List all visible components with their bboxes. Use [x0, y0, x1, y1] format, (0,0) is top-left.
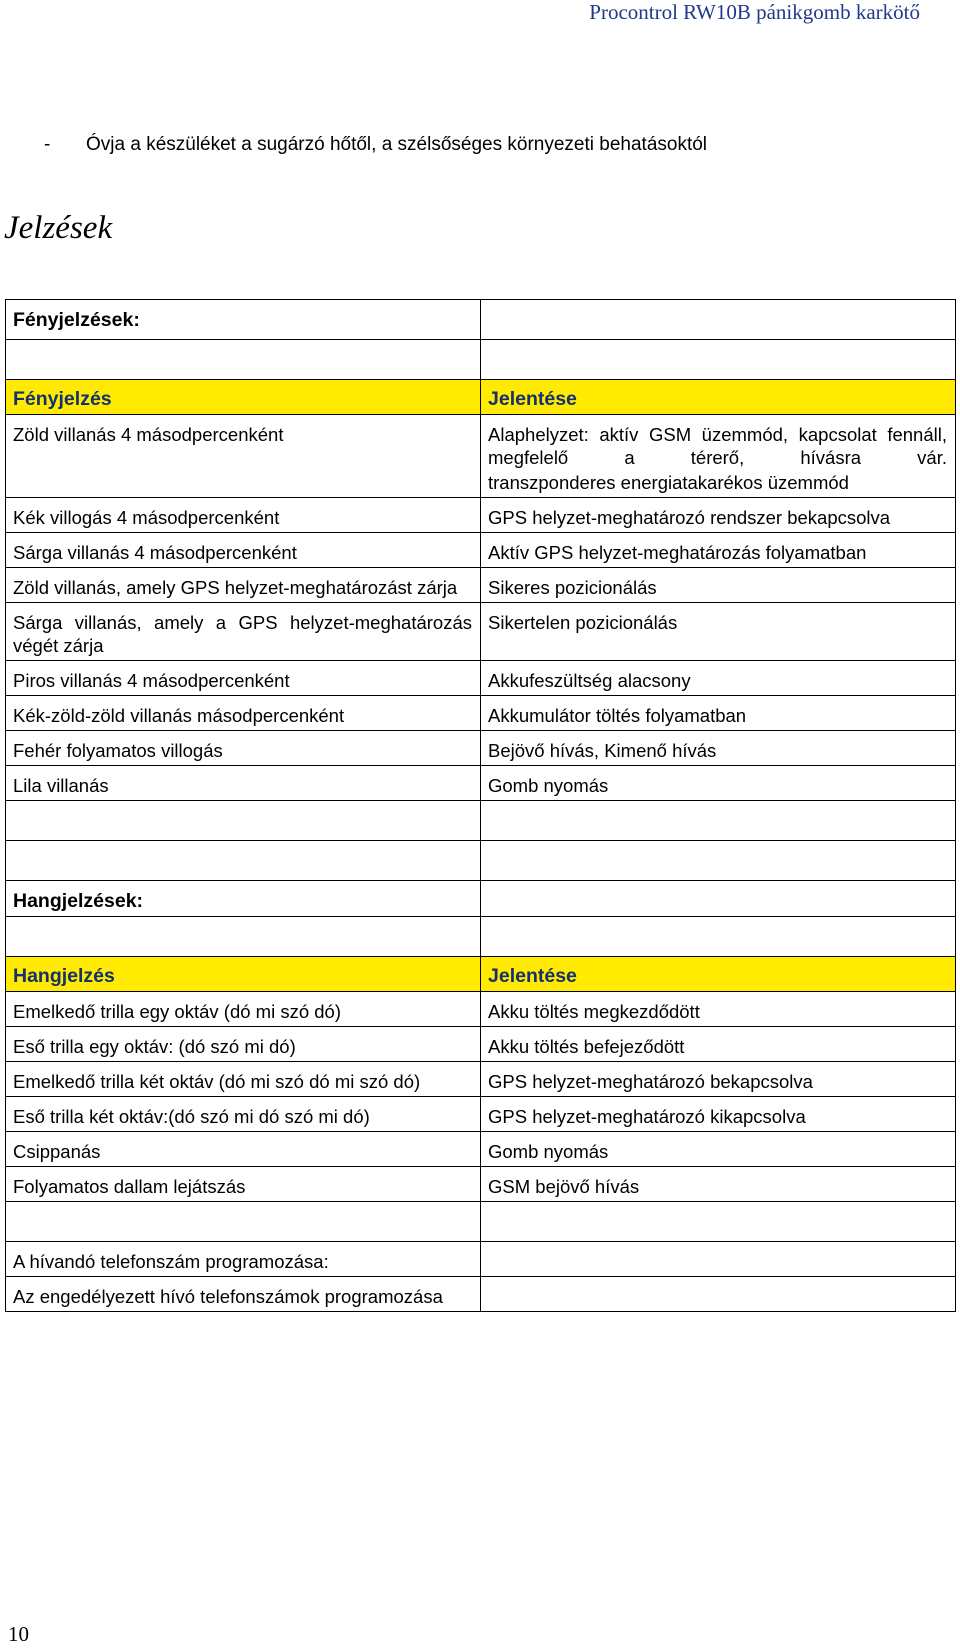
light-meaning-line1: Alaphelyzet: aktív GSM üzemmód, kapcsolat fennáll, megfelelő a térerő, hívásra vár.: [488, 424, 947, 468]
bullet-dash: -: [44, 134, 51, 155]
sound-meaning-cell: Gomb nyomás: [481, 1132, 956, 1167]
empty-cell: [6, 1202, 481, 1242]
document-header-title: Procontrol RW10B pánikgomb karkötő: [589, 0, 920, 24]
table-row: [6, 731, 956, 766]
table-row: [6, 1242, 956, 1277]
table-row: [6, 300, 956, 340]
empty-cell: [481, 340, 956, 380]
bullet-text: Óvja a készüléket a sugárzó hőtől, a szélsőséges környezeti behatásoktól: [86, 134, 708, 155]
table-row: [6, 340, 956, 380]
light-meaning-cell: Aktív GPS helyzet-meghatározás folyamatban: [481, 533, 956, 568]
table-row: [6, 1027, 956, 1062]
light-col2-header: Jelentése: [481, 380, 956, 415]
table-row: [6, 801, 956, 841]
empty-cell: [6, 801, 481, 841]
light-signal-cell: Kék-zöld-zöld villanás másodpercenként: [6, 696, 481, 731]
table-row: [6, 1202, 956, 1242]
sound-heading-cell: [6, 881, 481, 917]
light-meaning-cell: GPS helyzet-meghatározó rendszer bekapcsolva: [481, 498, 956, 533]
light-signal-cell: Piros villanás 4 másodpercenként: [6, 661, 481, 696]
sound-signal-cell: Folyamatos dallam lejátszás: [6, 1167, 481, 1202]
light-heading-cell: [6, 300, 481, 340]
table-row: [6, 766, 956, 801]
empty-cell: [481, 1202, 956, 1242]
sound-header-row: [6, 957, 956, 992]
sound-signal-cell: Eső trilla egy oktáv: (dó szó mi dó): [6, 1027, 481, 1062]
table-row: [6, 1167, 956, 1202]
program-row2-cell: Az engedélyezett hívó telefonszámok programozása: [6, 1277, 481, 1312]
table-row: [6, 881, 956, 917]
bullet-item: [44, 134, 707, 156]
table-row: [6, 917, 956, 957]
light-meaning-cell: Sikeres pozicionálás: [481, 568, 956, 603]
light-meaning-cell: Sikertelen pozicionálás: [481, 603, 956, 661]
table-row: [6, 533, 956, 568]
light-signal-cell: Sárga villanás, amely a GPS helyzet-meghatározás végét zárja: [6, 603, 481, 661]
sound-signal-cell: Emelkedő trilla két oktáv (dó mi szó dó mi szó dó): [6, 1062, 481, 1097]
table-row: [6, 415, 956, 498]
light-signal-cell: Zöld villanás 4 másodpercenként: [6, 415, 481, 498]
section-title: Jelzések: [4, 210, 113, 246]
light-meaning-cell: Gomb nyomás: [481, 766, 956, 801]
empty-cell: [481, 841, 956, 881]
table-row: [6, 841, 956, 881]
empty-cell: [481, 801, 956, 841]
empty-cell: [481, 1242, 956, 1277]
light-meaning-cell: Akkumulátor töltés folyamatban: [481, 696, 956, 731]
table-row: [6, 498, 956, 533]
table-row: [6, 568, 956, 603]
sound-heading: Hangjelzések:: [13, 890, 144, 912]
signals-table: [5, 299, 956, 1312]
sound-col1-header: Hangjelzés: [6, 957, 481, 992]
table-row: [6, 992, 956, 1027]
light-meaning-cell: Bejövő hívás, Kimenő hívás: [481, 731, 956, 766]
empty-cell: [6, 841, 481, 881]
empty-cell: [481, 300, 956, 340]
light-signal-cell: Zöld villanás, amely GPS helyzet-meghatározást zárja: [6, 568, 481, 603]
sound-meaning-cell: GSM bejövő hívás: [481, 1167, 956, 1202]
empty-cell: [481, 917, 956, 957]
table-row: [6, 696, 956, 731]
program-row1-cell: A hívandó telefonszám programozása:: [6, 1242, 481, 1277]
table-row: [6, 603, 956, 661]
light-meaning-cell: Akkufeszültség alacsony: [481, 661, 956, 696]
light-meaning-line2: transzponderes energiatakarékos üzemmód: [488, 472, 849, 493]
light-meaning-cell: [481, 415, 956, 498]
light-heading: Fényjelzések:: [13, 309, 140, 331]
light-header-row: [6, 380, 956, 415]
table-row: [6, 661, 956, 696]
light-signal-cell: Fehér folyamatos villogás: [6, 731, 481, 766]
empty-cell: [6, 340, 481, 380]
sound-meaning-cell: Akku töltés befejeződött: [481, 1027, 956, 1062]
table-row: [6, 1132, 956, 1167]
sound-meaning-cell: GPS helyzet-meghatározó kikapcsolva: [481, 1097, 956, 1132]
sound-col2-header: Jelentése: [481, 957, 956, 992]
light-col1-header: Fényjelzés: [6, 380, 481, 415]
light-signal-cell: Lila villanás: [6, 766, 481, 801]
empty-cell: [6, 917, 481, 957]
empty-cell: [481, 881, 956, 917]
sound-signal-cell: Csippanás: [6, 1132, 481, 1167]
table-row: [6, 1097, 956, 1132]
sound-meaning-cell: Akku töltés megkezdődött: [481, 992, 956, 1027]
light-signal-cell: Kék villogás 4 másodpercenként: [6, 498, 481, 533]
table-row: [6, 1277, 956, 1312]
page-number: 10: [8, 1622, 29, 1646]
light-signal-cell: Sárga villanás 4 másodpercenként: [6, 533, 481, 568]
table-row: [6, 1062, 956, 1097]
sound-meaning-cell: GPS helyzet-meghatározó bekapcsolva: [481, 1062, 956, 1097]
empty-cell: [481, 1277, 956, 1312]
sound-signal-cell: Eső trilla két oktáv:(dó szó mi dó szó mi dó): [6, 1097, 481, 1132]
sound-signal-cell: Emelkedő trilla egy oktáv (dó mi szó dó): [6, 992, 481, 1027]
